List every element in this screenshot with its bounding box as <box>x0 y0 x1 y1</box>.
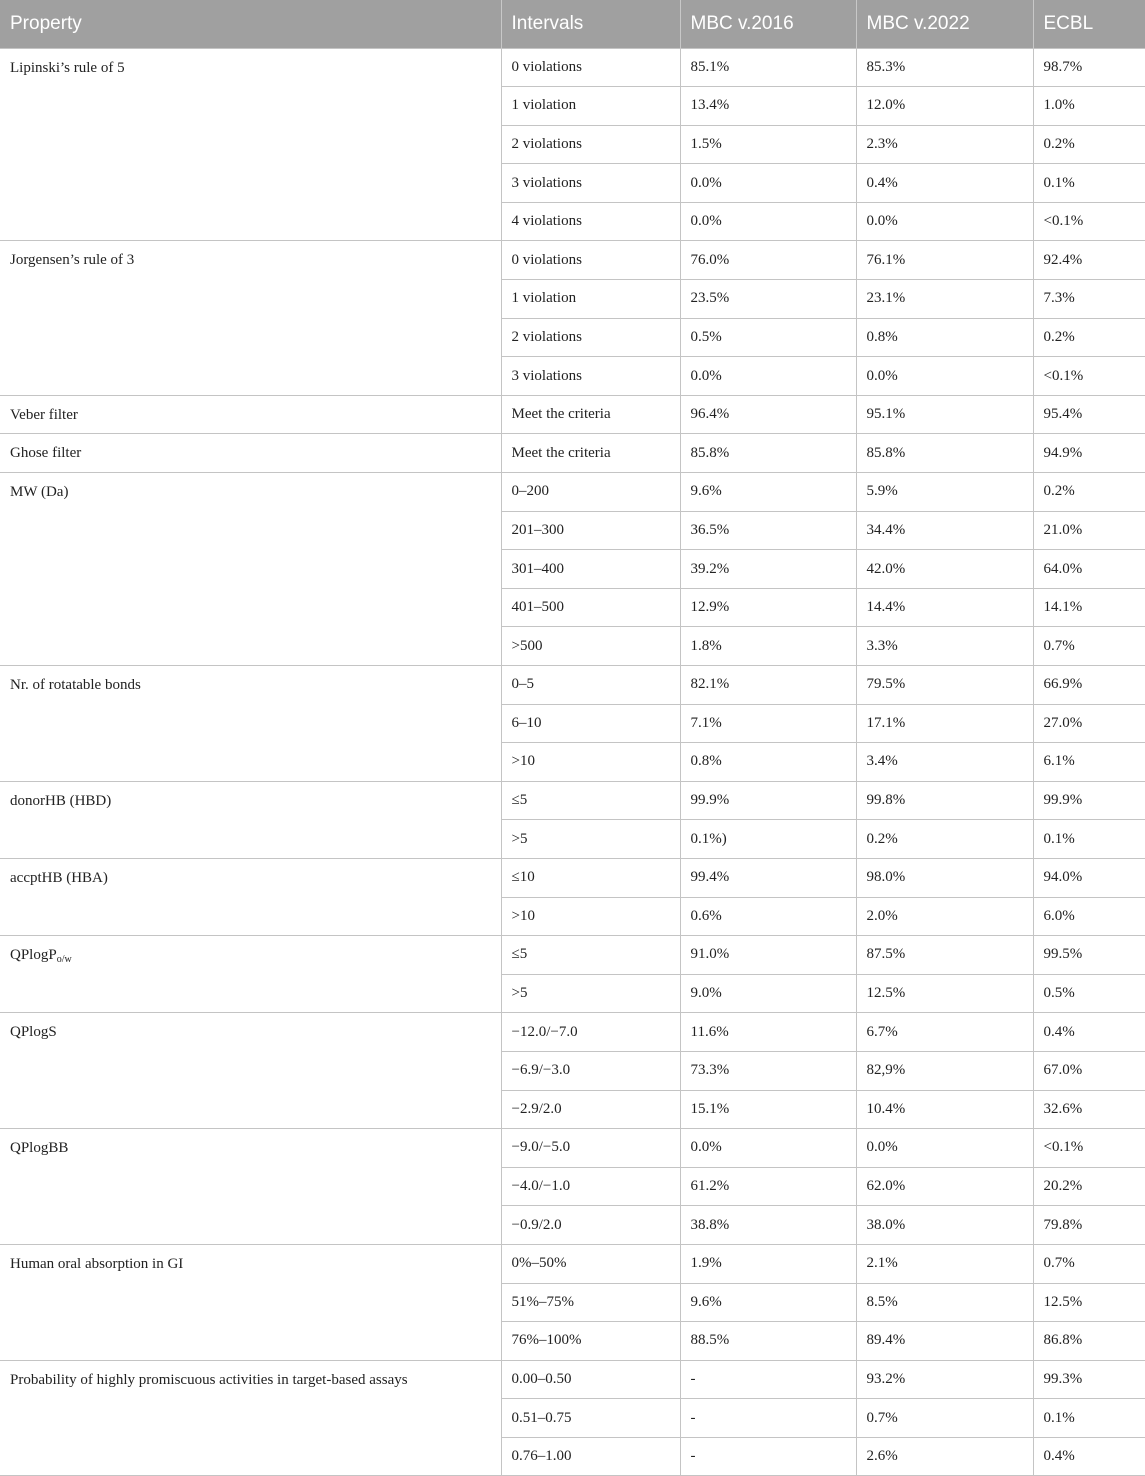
table-row <box>0 434 1145 473</box>
mbc-2016-cell: 99.9% <box>680 781 856 820</box>
ecbl-cell: 0.1% <box>1033 820 1145 859</box>
property-cell <box>0 1360 501 1476</box>
mbc-2022-cell: 38.0% <box>856 1206 1033 1245</box>
mbc-2022-cell: 98.0% <box>856 858 1033 897</box>
ecbl-cell: 86.8% <box>1033 1322 1145 1361</box>
property-cell <box>0 858 501 935</box>
ecbl-cell: 0.2% <box>1033 125 1145 164</box>
mbc-2016-cell: 39.2% <box>680 550 856 589</box>
ecbl-cell: 67.0% <box>1033 1051 1145 1090</box>
property-subscript: o/w <box>56 954 72 966</box>
mbc-2022-cell: 0.8% <box>856 318 1033 357</box>
mbc-2022-cell: 0.7% <box>856 1399 1033 1438</box>
mbc-2016-cell: 1.8% <box>680 627 856 666</box>
mbc-2016-cell: 0.0% <box>680 202 856 241</box>
ecbl-cell: <0.1% <box>1033 202 1145 241</box>
mbc-2022-cell: 2.0% <box>856 897 1033 936</box>
ecbl-cell: <0.1% <box>1033 357 1145 396</box>
mbc-2016-cell: 9.6% <box>680 1283 856 1322</box>
property-label: QPlogP <box>10 947 57 964</box>
mbc-2022-cell: 62.0% <box>856 1167 1033 1206</box>
interval-cell: >10 <box>501 743 680 782</box>
interval-cell: 0–200 <box>501 473 680 512</box>
property-cell <box>0 1244 501 1360</box>
ecbl-cell: 1.0% <box>1033 87 1145 126</box>
interval-cell: 51%–75% <box>501 1283 680 1322</box>
mbc-2022-cell: 10.4% <box>856 1090 1033 1129</box>
mbc-2022-cell: 8.5% <box>856 1283 1033 1322</box>
table-row <box>0 1360 1145 1399</box>
mbc-2016-cell: 0.0% <box>680 357 856 396</box>
ecbl-cell: 14.1% <box>1033 588 1145 627</box>
mbc-2016-cell: 96.4% <box>680 395 856 434</box>
table-row <box>0 781 1145 820</box>
interval-cell: 0–5 <box>501 666 680 705</box>
mbc-2022-cell: 12.5% <box>856 974 1033 1013</box>
ecbl-cell: 6.0% <box>1033 897 1145 936</box>
interval-cell: ≤5 <box>501 781 680 820</box>
mbc-2016-cell: - <box>680 1437 856 1476</box>
mbc-2016-cell: 0.1%) <box>680 820 856 859</box>
header-property: Property <box>0 0 501 48</box>
table-row <box>0 241 1145 280</box>
ecbl-cell: 64.0% <box>1033 550 1145 589</box>
ecbl-cell: 20.2% <box>1033 1167 1145 1206</box>
mbc-2022-cell: 95.1% <box>856 395 1033 434</box>
mbc-2016-cell: 15.1% <box>680 1090 856 1129</box>
mbc-2016-cell: 85.1% <box>680 48 856 87</box>
ecbl-cell: 0.7% <box>1033 627 1145 666</box>
ecbl-cell: 94.9% <box>1033 434 1145 473</box>
mbc-2022-cell: 0.0% <box>856 357 1033 396</box>
property-cell <box>0 434 501 473</box>
mbc-2022-cell: 34.4% <box>856 511 1033 550</box>
mbc-2016-cell: 0.6% <box>680 897 856 936</box>
mbc-2022-cell: 87.5% <box>856 936 1033 975</box>
ecbl-cell: 66.9% <box>1033 666 1145 705</box>
interval-cell: 1 violation <box>501 87 680 126</box>
mbc-2022-cell: 0.2% <box>856 820 1033 859</box>
ecbl-cell: 32.6% <box>1033 1090 1145 1129</box>
mbc-2022-cell: 6.7% <box>856 1013 1033 1052</box>
mbc-2016-cell: 91.0% <box>680 936 856 975</box>
mbc-2022-cell: 2.1% <box>856 1244 1033 1283</box>
mbc-2022-cell: 2.6% <box>856 1437 1033 1476</box>
mbc-2016-cell: 0.0% <box>680 164 856 203</box>
mbc-2016-cell: 0.0% <box>680 1129 856 1168</box>
interval-cell: >5 <box>501 974 680 1013</box>
mbc-2016-cell: 85.8% <box>680 434 856 473</box>
property-cell <box>0 781 501 858</box>
mbc-2022-cell: 0.0% <box>856 1129 1033 1168</box>
mbc-2022-cell: 82,9% <box>856 1051 1033 1090</box>
property-label: donorHB (HBD) <box>10 792 112 809</box>
property-cell <box>0 936 501 1013</box>
table-row <box>0 666 1145 705</box>
property-label: Jorgensen’s rule of 3 <box>10 252 135 269</box>
header-ecbl: ECBL <box>1033 0 1145 48</box>
mbc-2022-cell: 85.3% <box>856 48 1033 87</box>
property-label: Veber filter <box>10 406 78 423</box>
mbc-2022-cell: 85.8% <box>856 434 1033 473</box>
interval-cell: 0.51–0.75 <box>501 1399 680 1438</box>
header-mbc-2016: MBC v.2016 <box>680 0 856 48</box>
mbc-2022-cell: 12.0% <box>856 87 1033 126</box>
interval-cell: ≤5 <box>501 936 680 975</box>
table-row <box>0 48 1145 87</box>
property-cell <box>0 1129 501 1245</box>
mbc-2016-cell: 11.6% <box>680 1013 856 1052</box>
mbc-2022-cell: 93.2% <box>856 1360 1033 1399</box>
mbc-2016-cell: 36.5% <box>680 511 856 550</box>
header-mbc-2022: MBC v.2022 <box>856 0 1033 48</box>
mbc-2016-cell: 99.4% <box>680 858 856 897</box>
mbc-2016-cell: 0.5% <box>680 318 856 357</box>
ecbl-cell: 0.1% <box>1033 1399 1145 1438</box>
interval-cell: 301–400 <box>501 550 680 589</box>
property-label: Probability of highly promiscuous activities in target-based assays <box>10 1371 408 1388</box>
property-cell <box>0 395 501 434</box>
interval-cell: 3 violations <box>501 357 680 396</box>
ecbl-cell: 79.8% <box>1033 1206 1145 1245</box>
ecbl-cell: 94.0% <box>1033 858 1145 897</box>
interval-cell: 2 violations <box>501 318 680 357</box>
mbc-2016-cell: 9.6% <box>680 473 856 512</box>
ecbl-cell: 0.2% <box>1033 318 1145 357</box>
interval-cell: 3 violations <box>501 164 680 203</box>
mbc-2016-cell: 13.4% <box>680 87 856 126</box>
ecbl-cell: 92.4% <box>1033 241 1145 280</box>
mbc-2022-cell: 3.3% <box>856 627 1033 666</box>
interval-cell: ≤10 <box>501 858 680 897</box>
property-cell <box>0 666 501 782</box>
mbc-2022-cell: 89.4% <box>856 1322 1033 1361</box>
mbc-2016-cell: - <box>680 1399 856 1438</box>
interval-cell: −2.9/2.0 <box>501 1090 680 1129</box>
property-label: Nr. of rotatable bonds <box>10 677 141 693</box>
property-label: Human oral absorption in GI <box>10 1255 184 1272</box>
mbc-2016-cell: 12.9% <box>680 588 856 627</box>
ecbl-cell: 0.4% <box>1033 1013 1145 1052</box>
table-row <box>0 1244 1145 1283</box>
mbc-2016-cell: 73.3% <box>680 1051 856 1090</box>
table-row <box>0 936 1145 975</box>
interval-cell: >500 <box>501 627 680 666</box>
mbc-2016-cell: 61.2% <box>680 1167 856 1206</box>
ecbl-cell: 6.1% <box>1033 743 1145 782</box>
property-label: QPlogS <box>10 1024 57 1041</box>
mbc-2022-cell: 0.4% <box>856 164 1033 203</box>
mbc-2022-cell: 14.4% <box>856 588 1033 627</box>
mbc-2022-cell: 76.1% <box>856 241 1033 280</box>
interval-cell: 0.76–1.00 <box>501 1437 680 1476</box>
property-cell <box>0 1013 501 1129</box>
mbc-2016-cell: 9.0% <box>680 974 856 1013</box>
interval-cell: −4.0/−1.0 <box>501 1167 680 1206</box>
mbc-2022-cell: 42.0% <box>856 550 1033 589</box>
property-label: MW (Da) <box>10 484 69 501</box>
property-label: accptHB (HBA) <box>10 869 108 886</box>
ecbl-cell: 7.3% <box>1033 280 1145 319</box>
table-row <box>0 1013 1145 1052</box>
ecbl-cell: 12.5% <box>1033 1283 1145 1322</box>
interval-cell: Meet the criteria <box>501 395 680 434</box>
ecbl-cell: 99.9% <box>1033 781 1145 820</box>
mbc-2016-cell: 7.1% <box>680 704 856 743</box>
ecbl-cell: 0.7% <box>1033 1244 1145 1283</box>
table-row <box>0 858 1145 897</box>
interval-cell: 0 violations <box>501 48 680 87</box>
interval-cell: −12.0/−7.0 <box>501 1013 680 1052</box>
ecbl-cell: 95.4% <box>1033 395 1145 434</box>
ecbl-cell: 99.5% <box>1033 936 1145 975</box>
mbc-2022-cell: 99.8% <box>856 781 1033 820</box>
mbc-2016-cell: 23.5% <box>680 280 856 319</box>
property-cell <box>0 241 501 395</box>
mbc-2016-cell: 38.8% <box>680 1206 856 1245</box>
ecbl-cell: 0.1% <box>1033 164 1145 203</box>
ecbl-cell: 0.5% <box>1033 974 1145 1013</box>
mbc-2016-cell: 88.5% <box>680 1322 856 1361</box>
header-intervals: Intervals <box>501 0 680 48</box>
interval-cell: 401–500 <box>501 588 680 627</box>
interval-cell: 6–10 <box>501 704 680 743</box>
mbc-2022-cell: 0.0% <box>856 202 1033 241</box>
table-row <box>0 395 1145 434</box>
interval-cell: 0.00–0.50 <box>501 1360 680 1399</box>
mbc-2022-cell: 79.5% <box>856 666 1033 705</box>
ecbl-cell: 99.3% <box>1033 1360 1145 1399</box>
interval-cell: −9.0/−5.0 <box>501 1129 680 1168</box>
mbc-2022-cell: 5.9% <box>856 473 1033 512</box>
mbc-2016-cell: 76.0% <box>680 241 856 280</box>
mbc-2016-cell: 1.9% <box>680 1244 856 1283</box>
mbc-2016-cell: 1.5% <box>680 125 856 164</box>
mbc-2016-cell: 82.1% <box>680 666 856 705</box>
table-row <box>0 1129 1145 1168</box>
interval-cell: 76%–100% <box>501 1322 680 1361</box>
mbc-2022-cell: 23.1% <box>856 280 1033 319</box>
property-cell <box>0 473 501 666</box>
header-row <box>0 0 1145 48</box>
mbc-2022-cell: 2.3% <box>856 125 1033 164</box>
interval-cell: −0.9/2.0 <box>501 1206 680 1245</box>
property-label: Lipinski’s rule of 5 <box>10 59 125 76</box>
mbc-2022-cell: 3.4% <box>856 743 1033 782</box>
mbc-2016-cell: 0.8% <box>680 743 856 782</box>
interval-cell: 0 violations <box>501 241 680 280</box>
table-row <box>0 473 1145 512</box>
interval-cell: 4 violations <box>501 202 680 241</box>
interval-cell: >10 <box>501 897 680 936</box>
property-label: QPlogBB <box>10 1140 69 1157</box>
interval-cell: Meet the criteria <box>501 434 680 473</box>
property-label: Ghose filter <box>10 445 82 462</box>
interval-cell: >5 <box>501 820 680 859</box>
ecbl-cell: 0.2% <box>1033 473 1145 512</box>
ecbl-cell: 98.7% <box>1033 48 1145 87</box>
interval-cell: −6.9/−3.0 <box>501 1051 680 1090</box>
table-body <box>0 48 1145 1476</box>
interval-cell: 2 violations <box>501 125 680 164</box>
mbc-2016-cell: - <box>680 1360 856 1399</box>
interval-cell: 201–300 <box>501 511 680 550</box>
ecbl-cell: 27.0% <box>1033 704 1145 743</box>
property-cell <box>0 48 501 241</box>
mbc-2022-cell: 17.1% <box>856 704 1033 743</box>
ecbl-cell: <0.1% <box>1033 1129 1145 1168</box>
interval-cell: 0%–50% <box>501 1244 680 1283</box>
ecbl-cell: 21.0% <box>1033 511 1145 550</box>
interval-cell: 1 violation <box>501 280 680 319</box>
ecbl-cell: 0.4% <box>1033 1437 1145 1476</box>
